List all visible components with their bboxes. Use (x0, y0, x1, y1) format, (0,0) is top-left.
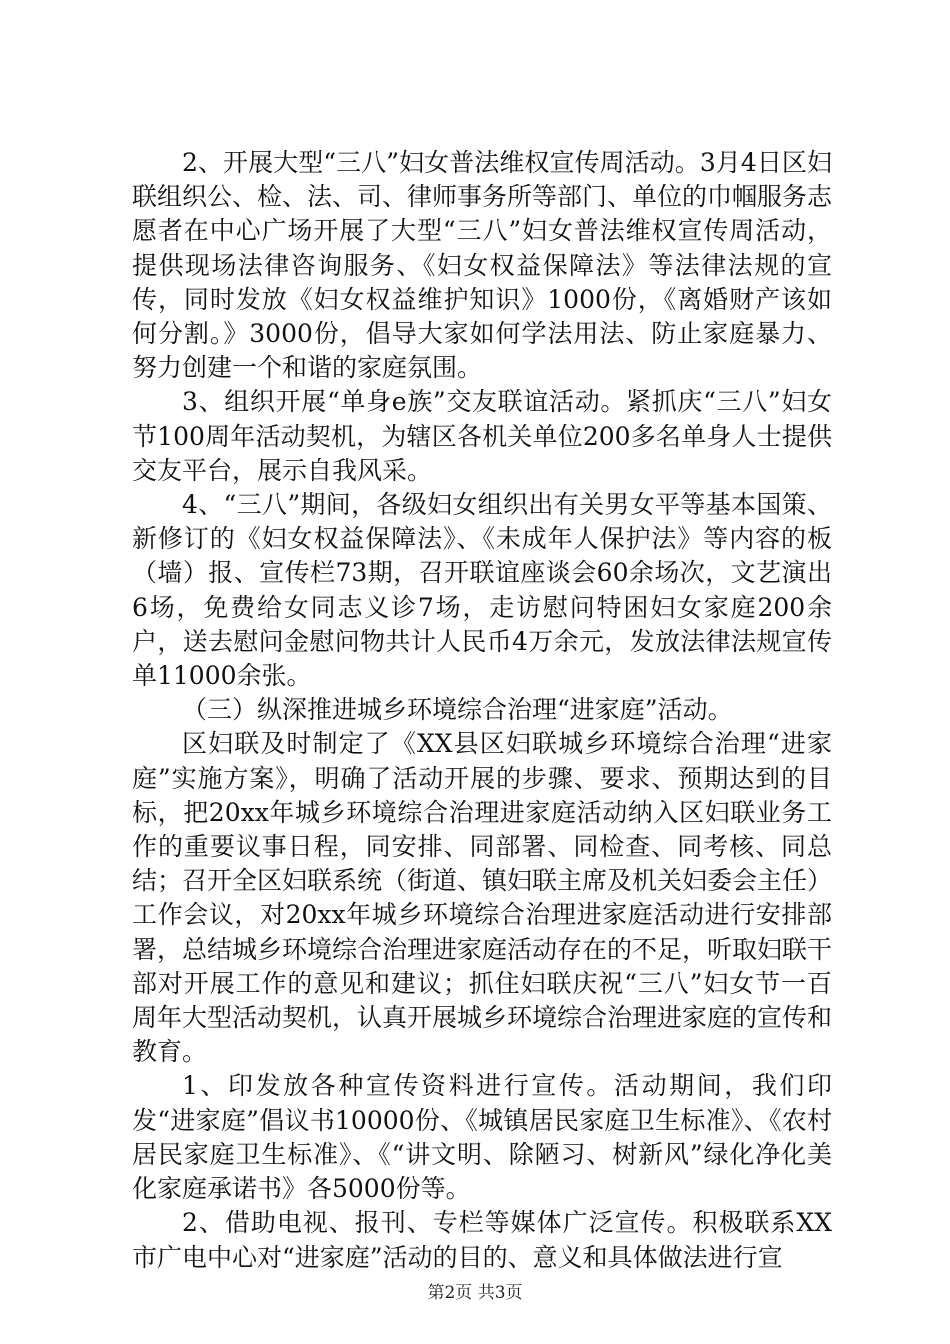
paragraph-4: 区妇联及时制定了《XX县区妇联城乡环境综合治理“进家庭”实施方案》，明确了活动开展的步骤、要求、预期达到的目标，把20xx年城乡环境综合治理进家庭活动纳入区妇联业务工作的重要议事日程，同安排、同部署、同检查、同考核、同总结；召开全区妇联系统（街道、镇妇联主席及机关妇委会主任）工作会议，对20xx年城乡环境综合治理进家庭活动进行安排部署，总结城乡环境综合治理进家庭活动存在的不足，听取妇联干部对开展工作的意见和建议；抓住妇联庆祝“三八”妇女节一百周年大型活动契机，认真开展城乡环境综合治理进家庭的宣传和教育。 (132, 729, 833, 1067)
paragraph-6: 2、借助电视、报刊、专栏等媒体广泛宣传。积极联系XX市广电中心对“进家庭”活动的目的、意义和具体做法进行宣 (132, 1208, 832, 1272)
paragraph-2: 3、组织开展“单身e族”交友联谊活动。紧抓庆“三八”妇女节100周年活动契机，为辖区各机关单位200多名单身人士提供交友平台，展示自我风采。 (132, 387, 832, 485)
page-footer: 第2页 共3页 (427, 1283, 523, 1303)
section-heading: （三）纵深推进城乡环境综合治理“进家庭”活动。 (182, 695, 733, 725)
paragraph-3: 4、“三八”期间，各级妇女组织出有关男女平等基本国策、新修订的《妇女权益保障法》、《未成年人保护法》等内容的板（墙）报、宣传栏73期，召开联谊座谈会60余场次，文艺演出6场，免费给女同志义诊7场，走访慰问特困妇女家庭200余户，送去慰问金慰问物共计人民币4万余元，发放法律法规宣传单11000余张。 (132, 490, 832, 691)
paragraph-1: 2、开展大型“三八”妇女普法维权宣传周活动。3月4日区妇联组织公、检、法、司、律师事务所等部门、单位的巾帼服务志愿者在中心广场开展了大型“三八”妇女普法维权宣传周活动，提供现场法律咨询服务、《妇女权益保障法》等法律法规的宣传，同时发放《妇女权益维护知识》1000份，《离婚财产该如何分割。》3000份，倡导大家如何学法用法、防止家庭暴力、努力创建一个和谐的家庭氛围。 (132, 148, 833, 383)
paragraph-5: 1、印发放各种宣传资料进行宣传。活动期间，我们印发“进家庭”倡议书10000份、《城镇居民家庭卫生标准》、《农村居民家庭卫生标准》、《“讲文明、除陋习、树新风”绿化净化美化家庭承诺书》各5000份等。 (132, 1071, 832, 1204)
document-body (132, 146, 832, 1275)
